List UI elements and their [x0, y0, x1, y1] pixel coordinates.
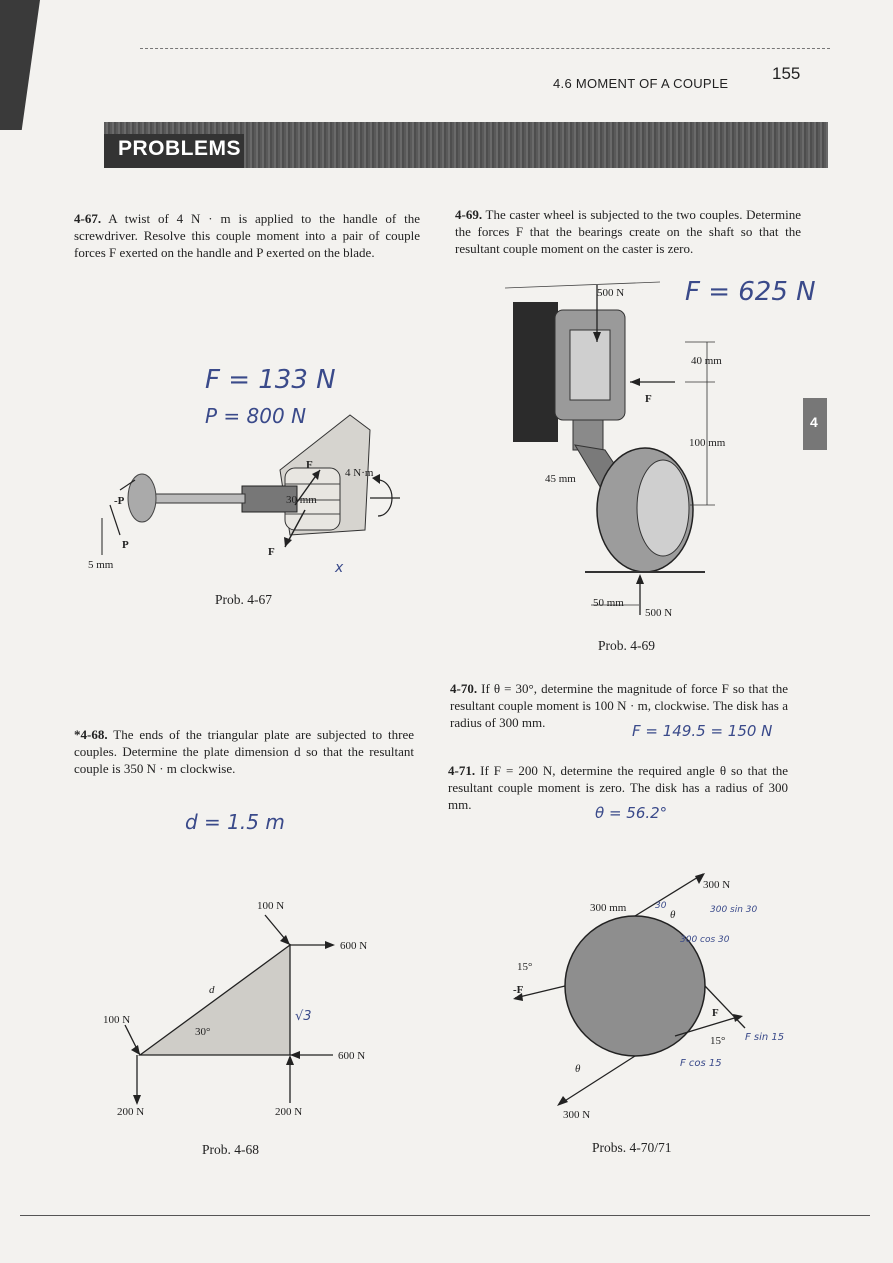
chapter-tab-label: 4: [810, 414, 818, 430]
force-f-disk: [705, 986, 745, 1028]
handwritten-sqrt3: √3: [295, 1009, 312, 1024]
problem-text: A twist of 4 N · m is applied to the handle of the screwdriver. Resolve this couple moment into a pair of couple forces F exerted on the handle and P exerted on the blade.: [74, 211, 420, 260]
header-rule: [140, 48, 830, 49]
wheel-hub: [637, 460, 689, 556]
label-30mm: 30 mm: [286, 494, 317, 506]
force-300-bottom: [560, 1056, 635, 1104]
handwritten-300cos30: 300 cos 30: [680, 935, 730, 945]
problems-heading: PROBLEMS: [118, 137, 242, 160]
label-300mm: 300 mm: [590, 902, 627, 914]
handwritten-fcos15: F cos 15: [680, 1058, 722, 1069]
label-neg-p: -P: [114, 495, 125, 507]
caption-4-67: Prob. 4-67: [215, 592, 272, 607]
force-p-arrow: [110, 505, 120, 535]
problem-text: The ends of the triangular plate are subjected to three couples. Determine the plate dimension d so that the resultant couple is 350 N · m clockwise.: [74, 727, 414, 776]
handwritten-answer-4-70: F = 149.5 = 150 N: [632, 722, 773, 740]
label-theta-top: θ: [670, 909, 676, 921]
label-5mm: 5 mm: [88, 559, 114, 571]
chapter-tab: [803, 398, 827, 450]
label-theta-bottom: θ: [575, 1063, 581, 1075]
problem-text: The caster wheel is subjected to the two couples. Determine the forces F that the bearings create on the shaft so that the resultant couple moment on the caster is zero.: [455, 207, 801, 256]
problem-number: 4-70.: [450, 681, 478, 696]
screwdriver-shaft: [150, 494, 245, 503]
label-15deg-right: 15°: [710, 1035, 726, 1047]
label-p: P: [122, 539, 129, 551]
label-neg-f-disk: -F: [513, 984, 524, 996]
force-300-top: [635, 874, 703, 916]
label-40mm: 40 mm: [691, 355, 722, 367]
problem-text: If θ = 30°, determine the magnitude of force F so that the resultant couple moment is 100 N · m, clockwise. The disk has a radius of 300 mm.: [450, 681, 788, 730]
triangular-plate-figure: [95, 895, 395, 1125]
label-600n-top: 600 N: [340, 940, 368, 952]
handwritten-answer-theta: θ = 56.2°: [595, 804, 668, 822]
label-500n-bottom: 500 N: [645, 607, 673, 619]
label-45mm: 45 mm: [545, 473, 576, 485]
label-f-disk: F: [712, 1007, 719, 1019]
handwritten-answer-p: P = 800 N: [205, 404, 307, 428]
problem-number: 4-67.: [74, 211, 102, 226]
bottom-rule: [20, 1215, 870, 1216]
label-moment: 4 N·m: [345, 467, 374, 479]
label-f-caster: F: [645, 393, 652, 405]
bearing-housing: [570, 330, 610, 400]
problem-number: 4-71.: [448, 763, 476, 778]
label-d: d: [209, 984, 215, 996]
arrowhead-300-bottom: [557, 1096, 568, 1106]
label-300n-top: 300 N: [703, 879, 731, 891]
caster-wheel-figure: [505, 280, 735, 625]
label-600n-bottom: 600 N: [338, 1050, 366, 1062]
handwritten-300sin30: 300 sin 30: [710, 905, 758, 915]
problem-number: *4-68.: [74, 727, 108, 742]
page-number: 155: [772, 64, 801, 83]
bottom-force-arrowhead: [636, 574, 644, 584]
mounting-block: [513, 302, 558, 442]
problem-number: 4-69.: [455, 207, 483, 222]
label-100n-top: 100 N: [257, 900, 285, 912]
handwritten-answer-f: F = 133 N: [205, 365, 336, 395]
label-50mm: 50 mm: [593, 597, 624, 609]
arrowhead-600-top: [325, 941, 335, 949]
handwritten-30: 30: [655, 901, 667, 911]
screwdriver-figure: [80, 410, 420, 580]
f-arrowhead: [630, 378, 640, 386]
caption-4-70-71: Probs. 4-70/71: [592, 1140, 672, 1155]
handwritten-answer-d: d = 1.5 m: [185, 810, 285, 834]
scan-shadow: [0, 0, 40, 130]
label-200n-left: 200 N: [117, 1106, 145, 1118]
arrowhead-200-left: [133, 1095, 141, 1105]
caption-4-69: Prob. 4-69: [598, 638, 655, 653]
label-f2: F: [268, 546, 275, 558]
label-15deg-left: 15°: [517, 961, 533, 973]
caption-4-68: Prob. 4-68: [202, 1142, 259, 1157]
label-30deg: 30°: [195, 1026, 211, 1038]
problem-4-67: [74, 210, 420, 261]
top-guide-line: [505, 282, 660, 288]
label-100n-left: 100 N: [103, 1014, 131, 1026]
arrowhead-600-bottom: [290, 1051, 300, 1059]
problem-4-69: [455, 206, 801, 257]
disk-figure: [505, 868, 805, 1123]
label-f: F: [306, 459, 313, 471]
section-title: 4.6 MOMENT OF A COUPLE: [553, 76, 729, 91]
label-500n-top: 500 N: [597, 287, 625, 299]
force-f2-arrowhead: [284, 537, 292, 547]
handwritten-mark: x: [335, 560, 344, 576]
handwritten-answer-f-caster: F = 625 N: [685, 277, 816, 307]
problem-text: If F = 200 N, determine the required angle θ so that the resultant couple moment is zero. The disk has a radius of 300 mm.: [448, 763, 789, 812]
arrowhead-200-right: [286, 1055, 294, 1065]
problem-4-68: [74, 726, 414, 777]
triangular-plate: [140, 945, 290, 1055]
arrowhead-top-100: [280, 935, 290, 945]
label-200n-right: 200 N: [275, 1106, 303, 1118]
label-300n-bottom: 300 N: [563, 1109, 591, 1121]
label-100mm: 100 mm: [689, 437, 726, 449]
handwritten-fsin15: F sin 15: [745, 1032, 785, 1043]
